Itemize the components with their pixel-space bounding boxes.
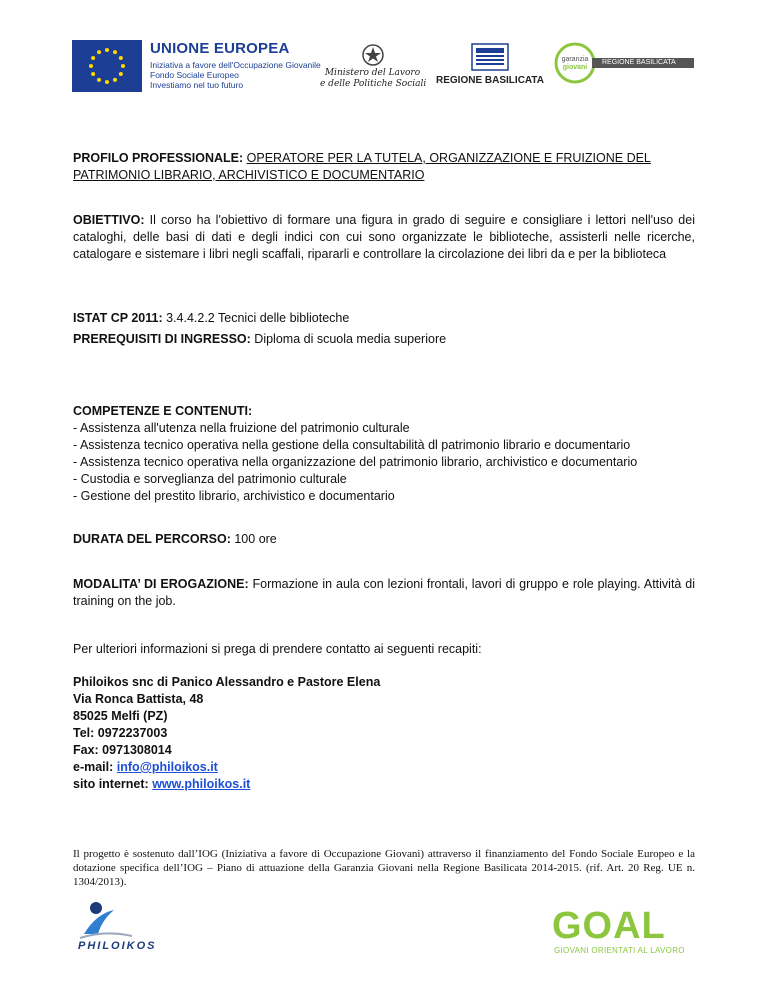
durata-value: 100 ore <box>234 532 277 546</box>
philoikos-figure-icon <box>76 900 136 942</box>
obiettivo-label: OBIETTIVO: <box>73 213 145 227</box>
competenze-item: - Custodia e sorveglianza del patrimonio culturale <box>73 472 347 486</box>
competenze-section <box>73 403 695 505</box>
modalita-section <box>73 576 695 610</box>
profilo-value-line-1: OPERATORE PER LA TUTELA, ORGANIZZAZIONE E FRUIZIONE DEL <box>246 151 651 165</box>
eu-line-1: Iniziativa a favore dell'Occupazione Giovanile <box>150 60 321 70</box>
footer-note: Il progetto è sostenuto dall’IOG (Iniziativa a favore di Occupazione Giovani) attraverso il finanziamento del Fondo Sociale Europeo e la dotazione specifica dell’IOG – Piano di attuazione della Garanzia Giovani nella Regione Basilicata 2014-2015. (rif. Art. 20 Reg. UE n. 1304/2013). <box>73 848 695 888</box>
city: 85025 Melfi (PZ) <box>73 709 168 723</box>
garanzia-circle-icon <box>554 42 596 84</box>
eu-star-icon <box>97 50 101 54</box>
competenze-label: COMPETENZE E CONTENUTI: <box>73 404 253 418</box>
eu-star-icon <box>113 50 117 54</box>
eu-star-icon <box>105 48 109 52</box>
istat-label: ISTAT CP 2011: <box>73 311 163 325</box>
eu-star-icon <box>91 72 95 76</box>
eu-star-icon <box>91 56 95 60</box>
eu-line-3: Investiamo nel tuo futuro <box>150 80 244 90</box>
ministero-line-1: Ministero del Lavoro <box>324 68 421 78</box>
philoikos-logo <box>76 900 186 960</box>
durata-section <box>73 531 695 548</box>
garanzia-giovani-logo <box>554 42 699 92</box>
competenze-item: - Gestione del prestito librario, archivistico e documentario <box>73 489 395 503</box>
obiettivo-text: Il corso ha l'obiettivo di formare una figura in grado di seguire e consigliare i lettori nell'uso dei cataloghi, delle basi di dati e degli indici con cui sono organizzate le biblioteche, assisterli nelle ricerche, catalogare e sistemare i libri negli scaffali, ripararli e controllare la circolazione dei libri da e per la biblioteca <box>73 213 695 261</box>
prerequisiti-row <box>73 331 695 348</box>
eu-flag-icon <box>72 40 142 92</box>
competenze-item: - Assistenza tecnico operativa nella organizzazione del patrimonio librario, archivistico e documentario <box>73 455 638 469</box>
site-label: sito internet: <box>73 777 149 791</box>
modalita-text: Formazione in aula con lezioni frontali, lavori di gruppo e role playing. Attività di training on the job. <box>73 577 695 608</box>
eu-star-icon <box>121 64 125 68</box>
eu-star-icon <box>119 72 123 76</box>
garanzia-region-label: REGIONE BASILICATA <box>592 58 694 68</box>
goal-wordmark: GOAL <box>552 905 666 947</box>
eu-star-icon <box>105 80 109 84</box>
garanzia-badge-line-2: giovani <box>562 64 588 71</box>
prerequisiti-value: Diploma di scuola media superiore <box>254 332 447 346</box>
contatti-intro: Per ulteriori informazioni si prega di prendere contatto ai seguenti recapiti: <box>73 642 482 656</box>
prerequisiti-label: PREREQUISITI DI INGRESSO: <box>73 332 251 346</box>
regione-shield-icon <box>470 42 510 72</box>
company-name: Philoikos snc di Panico Alessandro e Pastore Elena <box>73 675 381 689</box>
profilo-value-line-2: PATRIMONIO LIBRARIO, ARCHIVISTICO E DOCUMENTARIO <box>73 168 425 182</box>
profilo-label: PROFILO PROFESSIONALE: <box>73 151 244 165</box>
eu-logo <box>72 40 322 92</box>
italian-emblem-icon <box>360 42 386 68</box>
eu-star-icon <box>97 78 101 82</box>
philoikos-wordmark: PHILOIKOS <box>78 940 157 952</box>
competenze-item: - Assistenza all'utenza nella fruizione del patrimonio culturale <box>73 421 410 435</box>
address: Via Ronca Battista, 48 <box>73 692 204 706</box>
eu-star-icon <box>89 64 93 68</box>
garanzia-badge-line-1: garanzia <box>561 56 589 63</box>
website-link[interactable]: www.philoikos.it <box>152 777 251 791</box>
tel: Tel: 0972237003 <box>73 726 168 740</box>
ministero-logo <box>320 42 425 94</box>
obiettivo-section <box>73 212 695 263</box>
istat-section <box>73 310 695 327</box>
competenze-item: - Assistenza tecnico operativa nella gestione della consultabilità dl patrimonio librario e documentario <box>73 438 631 452</box>
regione-basilicata-logo <box>434 42 546 92</box>
eu-title: UNIONE EUROPEA <box>150 40 290 57</box>
goal-logo <box>552 906 692 966</box>
profilo-section <box>73 150 695 184</box>
istat-value: 3.4.4.2.2 Tecnici delle biblioteche <box>166 311 350 325</box>
eu-star-icon <box>119 56 123 60</box>
email-label: e-mail: <box>73 760 114 774</box>
email-link[interactable]: info@philoikos.it <box>116 760 218 774</box>
fax: Fax: 0971308014 <box>73 743 172 757</box>
goal-subtitle: GIOVANI ORIENTATI AL LAVORO <box>554 946 685 955</box>
durata-label: DURATA DEL PERCORSO: <box>73 532 231 546</box>
eu-star-icon <box>113 78 117 82</box>
contatti-block <box>73 674 695 793</box>
modalita-label: MODALITA’ DI EROGAZIONE: <box>73 577 249 591</box>
regione-label: REGIONE BASILICATA <box>436 75 544 86</box>
eu-line-2: Fondo Sociale Europeo <box>150 70 239 80</box>
ministero-line-2: e delle Politiche Sociali <box>320 79 427 89</box>
